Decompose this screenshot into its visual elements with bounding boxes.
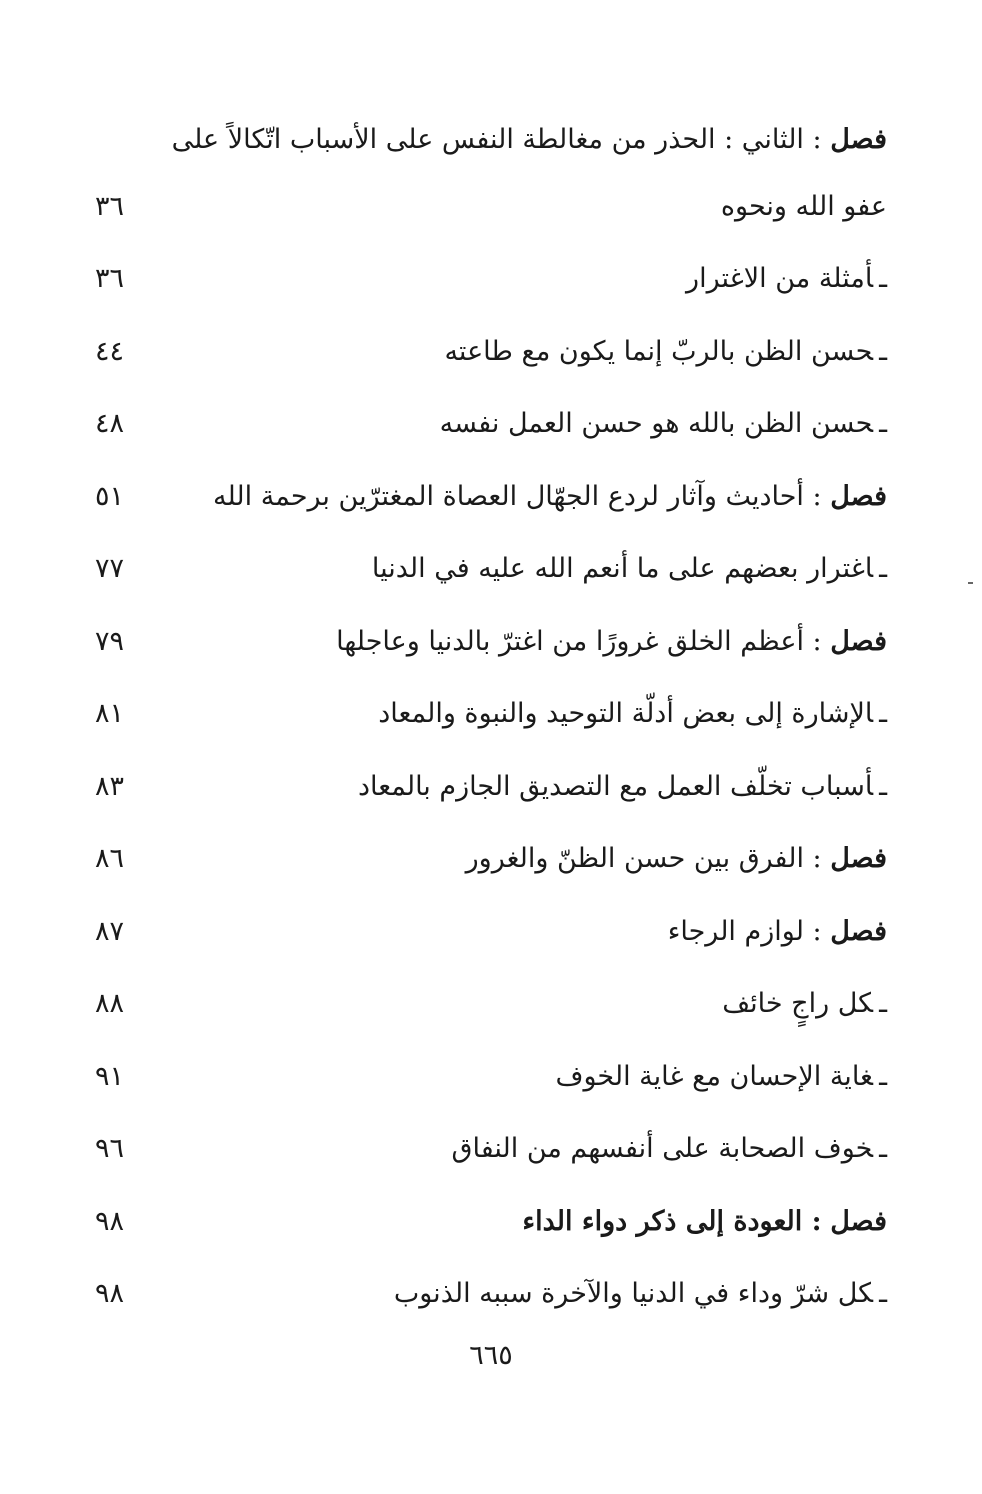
entry-text: كل راجٍ خائف xyxy=(722,988,874,1020)
page-number-ref: ٤٤ xyxy=(95,335,125,367)
section-label: فصل xyxy=(830,843,887,875)
entry-text: أمثلة من الاغترار xyxy=(686,263,874,295)
page-number-ref: ٩٦ xyxy=(95,1133,125,1165)
entry-text: حسن الظن بالربّ إنما يكون مع طاعته xyxy=(444,335,874,367)
entry-title xyxy=(522,1206,895,1237)
section-label: فصل xyxy=(830,1205,887,1237)
section-label: فصل xyxy=(830,625,887,657)
page-number-ref: ٣٦ xyxy=(95,190,125,222)
page-number-ref: ٣٦ xyxy=(95,263,125,295)
page-number-ref: ٨١ xyxy=(95,698,125,730)
entry-dash: ـ xyxy=(879,1278,887,1310)
entry-title xyxy=(466,843,895,874)
entry-text: : أعظم الخلق غرورًا من اغترّ بالدنيا وعاجلها xyxy=(336,625,822,657)
entry-title-line1: : الثاني : الحذر من مغالطة النفس على الأسباب اتّكالاً على xyxy=(171,124,822,155)
toc-entry xyxy=(95,1113,895,1186)
page-number-ref: ٥١ xyxy=(95,480,125,512)
entry-text: خوف الصحابة على أنفسهم من النفاق xyxy=(451,1133,874,1165)
entry-dash: ـ xyxy=(879,1133,887,1165)
toc-entry xyxy=(95,605,895,678)
section-label: فصل xyxy=(830,124,887,155)
page-number-ref: ٨٧ xyxy=(95,915,125,947)
toc-entry xyxy=(95,315,895,388)
page-number-ref: ٤٨ xyxy=(95,408,125,440)
entry-title xyxy=(213,481,895,512)
entry-text: : لوازم الرجاء xyxy=(667,915,822,947)
toc-entry xyxy=(95,678,895,751)
toc-entry xyxy=(95,460,895,533)
entry-text: : الفرق بين حسن الظنّ والغرور xyxy=(465,843,822,875)
entry-text: اغترار بعضهم على ما أنعم الله عليه في الدنيا xyxy=(371,553,874,585)
entry-text: أسباب تخلّف العمل مع التصديق الجازم بالمعاد xyxy=(357,770,874,802)
entry-title xyxy=(440,408,895,439)
entry-title xyxy=(686,263,895,294)
entry-dash: ـ xyxy=(879,335,887,367)
page-number-ref: ٨٨ xyxy=(95,988,125,1020)
entry-title-line2: عفو الله ونحوه xyxy=(720,190,887,222)
entry-title xyxy=(722,988,895,1019)
entry-text: كل شرّ وداء في الدنيا والآخرة سببه الذنوب xyxy=(393,1278,874,1310)
entry-title xyxy=(452,1133,895,1164)
entry-title xyxy=(358,771,895,802)
entry-title xyxy=(444,336,895,367)
entry-title xyxy=(394,1278,895,1309)
page-number-ref: ٩٨ xyxy=(95,1278,125,1310)
entry-dash: ـ xyxy=(879,408,887,440)
entry-title xyxy=(556,1061,896,1092)
section-label: فصل xyxy=(830,480,887,512)
toc-entry-first-continuation xyxy=(95,170,895,243)
page-number-ref: ٧٧ xyxy=(95,553,125,585)
entry-text: غاية الإحسان مع غاية الخوف xyxy=(555,1060,874,1092)
section-label: فصل xyxy=(830,915,887,947)
toc-entry xyxy=(95,388,895,461)
page-number-ref: ٨٦ xyxy=(95,843,125,875)
entry-title xyxy=(378,698,895,729)
entry-text: : أحاديث وآثار لردع الجهّال العصاة المغترّين برحمة الله xyxy=(213,480,822,512)
toc-entry xyxy=(95,1185,895,1258)
toc-entry xyxy=(95,750,895,823)
entry-text: الإشارة إلى بعض أدلّة التوحيد والنبوة والمعاد xyxy=(378,698,874,730)
page-number-ref: ٨٣ xyxy=(95,770,125,802)
toc-entry xyxy=(95,533,895,606)
entry-dash: ـ xyxy=(879,263,887,295)
toc-entry xyxy=(95,1040,895,1113)
entry-text: : العودة إلى ذكر دواء الداء xyxy=(522,1205,822,1237)
page-number-ref: ٩١ xyxy=(95,1060,125,1092)
entry-dash: ـ xyxy=(879,770,887,802)
page-number-ref: ٧٩ xyxy=(95,625,125,657)
entry-title xyxy=(336,626,895,657)
entry-dash: ـ xyxy=(879,553,887,585)
table-of-contents xyxy=(95,110,895,1330)
entry-dash: ـ xyxy=(879,698,887,730)
page-number-ref: ٩٨ xyxy=(95,1205,125,1237)
toc-entry xyxy=(95,1258,895,1331)
entry-title xyxy=(668,916,895,947)
page-footer-number: ٦٦٥ xyxy=(469,1340,513,1371)
toc-entry xyxy=(95,823,895,896)
toc-entry-first-line xyxy=(95,110,895,170)
entry-text: حسن الظن بالله هو حسن العمل نفسه xyxy=(439,408,874,440)
toc-entry xyxy=(95,968,895,1041)
margin-mark xyxy=(968,582,973,584)
toc-entry xyxy=(95,895,895,968)
entry-dash: ـ xyxy=(879,1060,887,1092)
entry-dash: ـ xyxy=(879,988,887,1020)
toc-entry xyxy=(95,243,895,316)
entry-title xyxy=(372,553,895,584)
